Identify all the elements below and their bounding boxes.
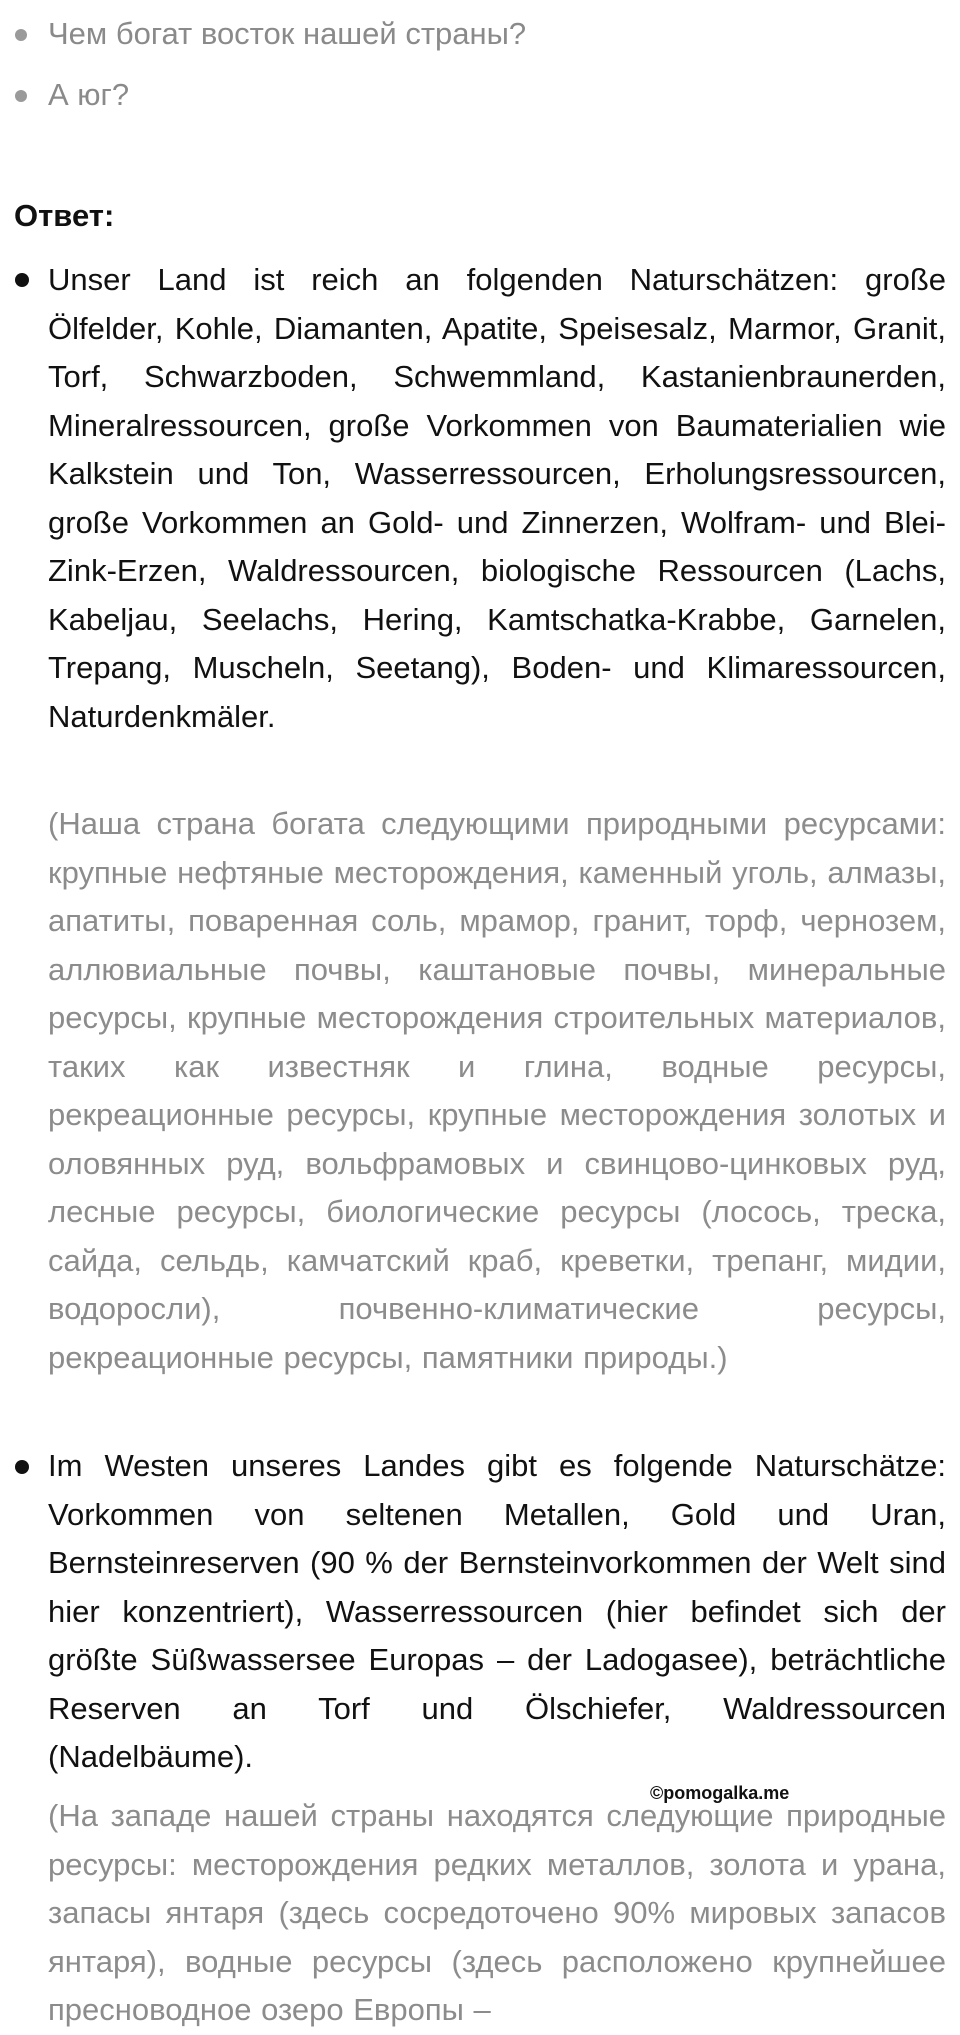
answer-german-paragraph: Unser Land ist reich an folgenden Naturschätzen: große Ölfelder, Kohle, Diamanten, Apatite, Speisesalz, Marmor, Granit, Torf, Schwarzboden, Schwemmland, Kastanienbraunerden, Mineralressourcen, große Vorkommen von Baumaterialien wie Kalkstein und Ton, Wasserressourcen, Erholungsressourcen, große Vorkommen an Gold- und Zinnerzen, Wolfram- und Blei-Zink-Erzen, Waldressourcen, biologische Ressourcen (Lachs, Kabeljau, Seelachs, Hering, Kamtschatka-Krabbe, Garnelen, Trepang, Muscheln, Seetang), Boden- und Klimaressourcen, Naturdenkmäler.	[48, 262, 946, 734]
bullet-icon	[15, 90, 27, 102]
watermark: ©pomogalka.me	[650, 1783, 790, 1803]
answer-german-paragraph: Im Westen unseres Landes gibt es folgende Naturschätze: Vorkommen von seltenen Metallen, Gold und Uran, Bernsteinreserven (90 % der Bernsteinvorkommen der Welt sind hier konzentriert), Wasserressourcen (hier befindet sich der größte Süßwassersee Europas – der Ladogasee), beträchtliche Reserven an Torf und Ölschiefer, Waldressourcen (Nadelbäume).	[48, 1448, 946, 1774]
question-text: А юг?	[48, 77, 130, 112]
bullet-icon	[15, 29, 27, 41]
question-item	[0, 8, 960, 69]
answer-russian-translation: (Наша страна богата следующими природными ресурсами: крупные нефтяные месторождения, каменный уголь, алмазы, апатиты, поваренная соль, мрамор, гранит, торф, чернозем, аллювиальные почвы, каштановые почвы, минеральные ресурсы, крупные месторождения строительных материалов, таких как известняк и глина, водные ресурсы, рекреационные ресурсы, крупные месторождения золотых и оловянных руд, вольфрамовых и свинцово-цинковых руд, лесные ресурсы, биологические ресурсы (лосось, треска, сайда, сельдь, камчатский краб, креветки, трепанг, мидии, водоросли), почвенно-климатические ресурсы, рекреационные ресурсы, памятники природы.)	[48, 806, 946, 1375]
bullet-icon	[15, 1460, 29, 1474]
answer-heading: Ответ:	[14, 198, 115, 233]
question-item	[0, 69, 960, 130]
bullet-icon	[15, 273, 29, 287]
question-text: Чем богат восток нашей страны?	[48, 16, 527, 51]
question-list	[0, 8, 960, 130]
answer-russian-translation: (На западе нашей страны находятся следующие природные ресурсы: месторождения редких металлов, золота и урана, запасы янтаря (здесь сосредоточено 90% мировых запасов янтаря), водные ресурсы (здесь расположено крупнейшее пресноводное озеро Европы –	[48, 1798, 946, 2027]
